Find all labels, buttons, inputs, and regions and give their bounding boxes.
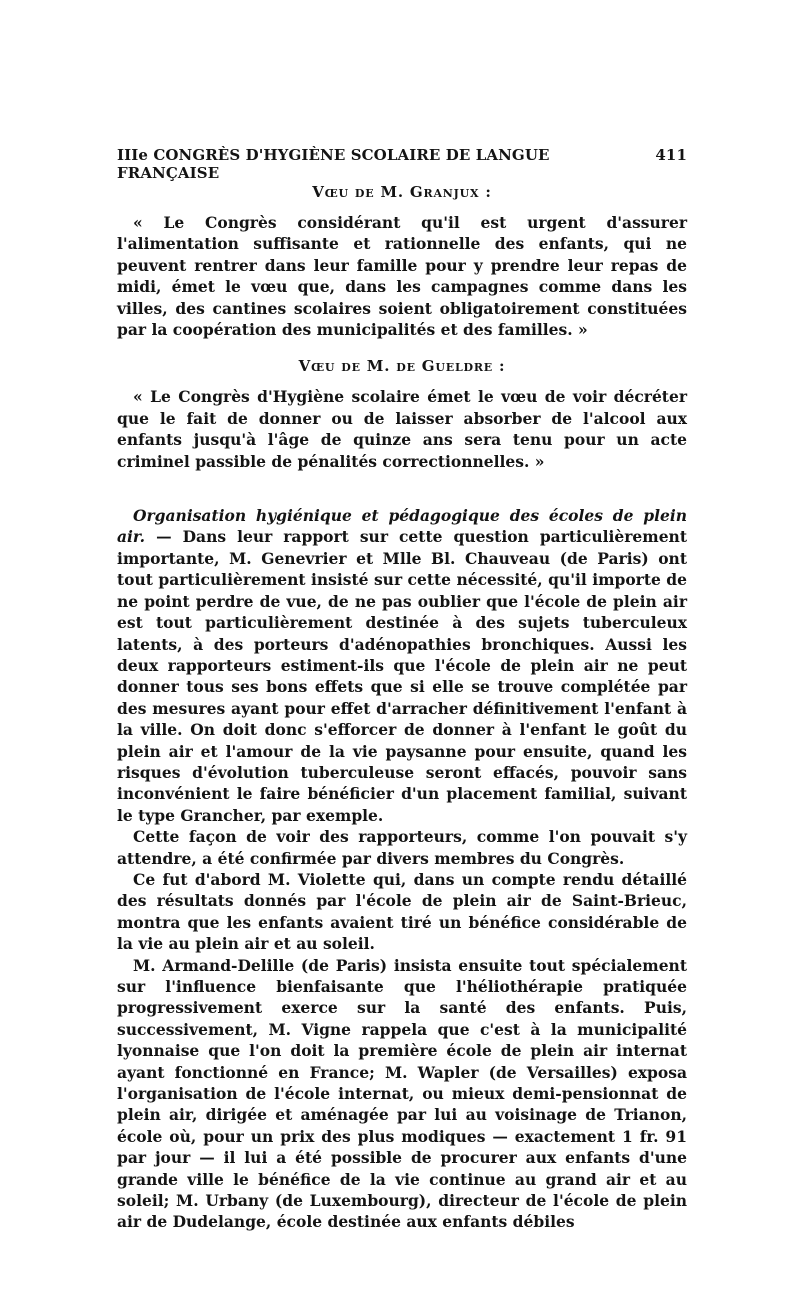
book-page xyxy=(117,146,687,1233)
page-number: 411 xyxy=(655,146,687,164)
voeu-granjux-title: Vœu de M. Granjux : xyxy=(312,183,492,201)
running-title: IIIe CONGRÈS D'HYGIÈNE SCOLAIRE DE LANGUE FRANÇAISE xyxy=(117,146,550,182)
running-header xyxy=(117,146,687,182)
paragraph-violette: Ce fut d'abord M. Violette qui, dans un compte rendu détaillé des résultats donnés par l'école de plein air de Saint-Brieuc, montra que les enfants avaient tiré un bénéfice considérable de la vie au plein air et au soleil. xyxy=(117,869,687,954)
paragraph-rapporteurs: Cette façon de voir des rapporteurs, comme l'on pouvait s'y attendre, a été confirmée par divers membres du Congrès. xyxy=(117,827,687,868)
paragraph-text: — Dans leur rapport sur cette question particulièrement importante, M. Genevrier et Mlle Bl. Chauveau (de Paris) ont tout particulièrement insisté sur cette nécessité, qu'il importe de ne point perdre de vue, de ne pas oublier que l'école de plein air est tout particulièrement destinée à des sujets tuberculeux latents, à des porteurs d'adénopathies bronchiques. Aussi les deux rapporteurs estiment-ils que l'école de plein air ne peut donner tous ses bons effets que si elle se trouve complétée par des mesures ayant pour effet d'arracher définitivement l'enfant à la ville. On doit donc s'efforcer de donner à l'enfant le goût du plein air et l'amour de la vie paysanne pour ensuite, quand les risques d'évolution tuberculeuse seront effacés, pouvoir sans inconvénient le faire bénéficier d'un placement familial, suivant le type Grancher, par exemple. xyxy=(117,527,687,825)
voeu-gueldre-text: « Le Congrès d'Hygiène scolaire émet le vœu de voir décréter que le fait de donner ou de laisser absorber de l'alcool aux enfants jusqu'à l'âge de quinze ans sera tenu pour un acte criminel passible de pénalités correctionnelles. » xyxy=(117,387,687,471)
paragraph-armand-delille: M. Armand-Delille (de Paris) insista ensuite tout spécialement sur l'influence bienfaisante que l'héliothérapie pratiquée progressivement exerce sur la santé des enfants. Puis, successivement, M. Vigne rappela que c'est à la municipalité lyonnaise que l'on doit la première école de plein air internat ayant fonctionné en France; M. Wapler (de Versailles) exposa l'organisation de l'école internat, ou mieux demi-pensionnat de plein air, dirigée et aménagée par lui au voisinage de Trianon, école où, pour un prix des plus modiques — exactement 1 fr. 91 par jour — il lui a été possible de procurer aux enfants d'une grande ville le bénéfice de la vie continue au grand air et au soleil; M. Urbany (de Luxembourg), directeur de l'école de plein air de Dudelange, école destinée aux enfants débiles xyxy=(117,955,687,1232)
section-heading: Organisation hygiénique et pédagogique des écoles de plein air. xyxy=(117,506,687,547)
paragraph-organisation xyxy=(117,505,687,826)
voeu-gueldre-title: Vœu de M. de Gueldre : xyxy=(298,357,506,376)
voeu-granjux-text: « Le Congrès considérant qu'il est urgent d'assurer l'alimentation suffisante et rationnelle des enfants, qui ne peuvent rentrer dans leur famille pour y prendre leur repas de midi, émet le vœu que, dans les campagnes comme dans les villes, des cantines scolaires soient obligatoirement constituées par la coopération des municipalités et des familles. » xyxy=(117,213,687,340)
